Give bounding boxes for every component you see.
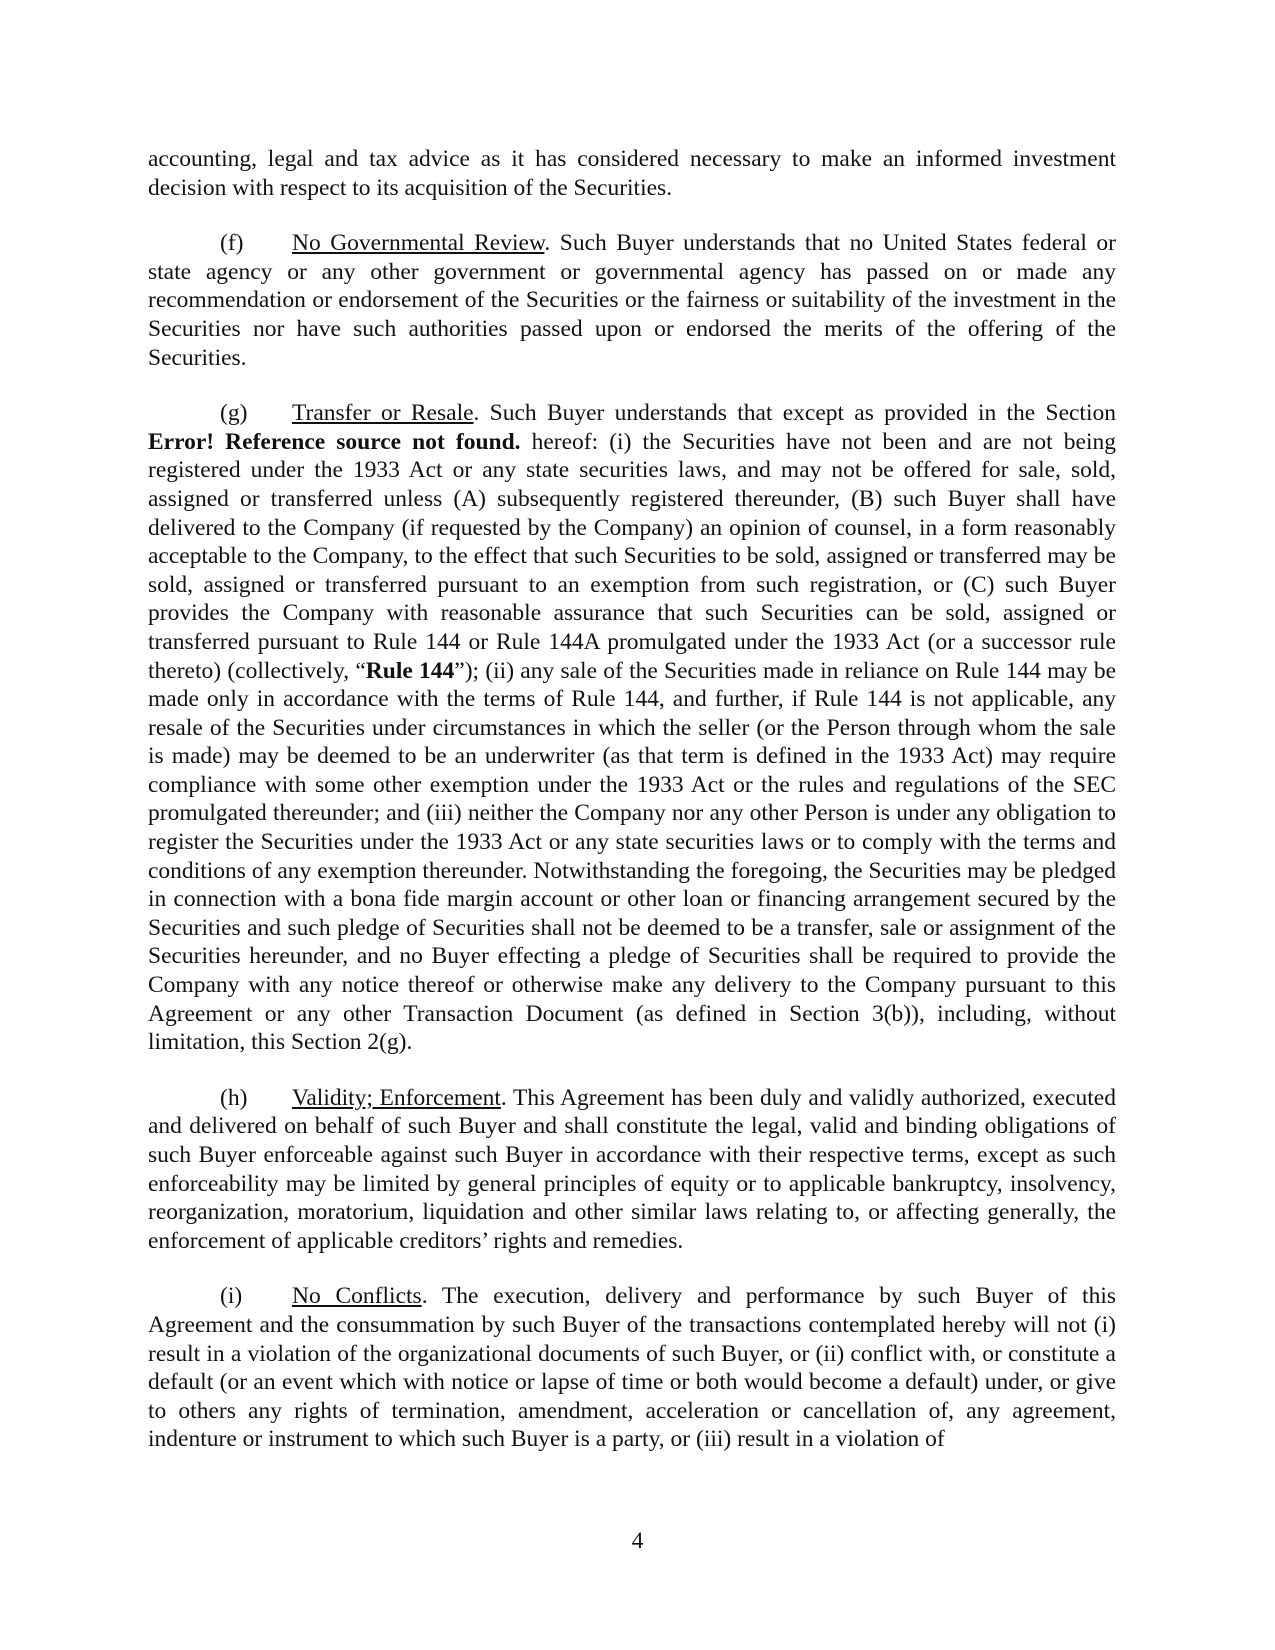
section-g-paragraph xyxy=(148,399,1116,1057)
section-g-text-2: hereof: (i) the Securities have not been and are not being registered under the 1933 Act or any state securities laws, and may not be offered for sale, sold, assigned or transferred unless (A) subsequently registered thereunder, (B) such Buyer shall have delivered to the Company (if requested by the Company) an opinion of counsel, in a form reasonably acceptable to the Company, to the effect that such Securities to be sold, assigned or transferred may be sold, assigned or transferred pursuant to an exemption from such registration, or (C) such Buyer provides the Company with reasonable assurance that such Securities can be sold, assigned or transferred pursuant to Rule 144 or Rule 144A promulgated under the 1933 Act (or a successor rule thereto) (collectively, “ xyxy=(148,428,1116,684)
section-i-heading: No Conflicts xyxy=(292,1283,422,1310)
section-g-text-3: ”); (ii) any sale of the Securities made in reliance on Rule 144 may be made only in accordance with the terms of Rule 144, and further, if Rule 144 is not applicable, any resale of the Securities under circumstances in which the seller (or the Person through whom the sale is made) may be deemed to be an underwriter (as that term is defined in the 1933 Act) may require compliance with some other exemption under the 1933 Act or the rules and regulations of the SEC promulgated thereunder; and (iii) neither the Company nor any other Person is under any obligation to register the Securities under the 1933 Act or any state securities laws or to comply with the terms and conditions of any exemption thereunder. Notwithstanding the foregoing, the Securities may be pledged in connection with a bona fide margin account or other loan or financing arrangement secured by the Securities and such pledge of Securities shall not be deemed to be a transfer, sale or assignment of the Securities hereunder, and no Buyer effecting a pledge of Securities shall be required to provide the Company with any notice thereof or otherwise make any delivery to the Company pursuant to this Agreement or any other Transaction Document (as defined in Section 3(b)), including, without limitation, this Section 2(g). xyxy=(148,657,1116,1056)
section-g-text-1: . Such Buyer understands that except as provided in the Section xyxy=(473,400,1116,427)
section-h-paragraph xyxy=(148,1084,1116,1256)
page-number: 4 xyxy=(631,1528,644,1554)
section-g-error-reference: Error! Reference source not found. xyxy=(148,428,521,455)
document-page xyxy=(148,145,1116,1454)
section-h-number: (h) xyxy=(220,1084,248,1111)
section-g-heading: Transfer or Resale xyxy=(292,400,474,427)
section-i-text: . The execution, delivery and performance by such Buyer of this Agreement and the consummation by such Buyer of the transactions contemplated hereby will not (i) result in a violation of the organizational documents of such Buyer, or (ii) conflict with, or constitute a default (or an event which with notice or lapse of time or both would become a default) under, or give to others any rights of termination, amendment, acceleration or cancellation of, any agreement, indenture or instrument to which such Buyer is a party, or (iii) result in a violation of xyxy=(148,1283,1116,1453)
section-g-defined-term: Rule 144 xyxy=(365,657,455,684)
continuation-paragraph: accounting, legal and tax advice as it has considered necessary to make an informed investment decision with respect to its acquisition of the Securities. xyxy=(148,146,1116,201)
section-i-paragraph xyxy=(148,1282,1116,1454)
section-f-heading: No Governmental Review xyxy=(292,230,545,257)
section-h-text: . This Agreement has been duly and validly authorized, executed and delivered on behalf of such Buyer and shall constitute the legal, valid and binding obligations of such Buyer enforceable against such Buyer in accordance with their respective terms, except as such enforceability may be limited by general principles of equity or to applicable bankruptcy, insolvency, reorganization, moratorium, liquidation and other similar laws relating to, or affecting generally, the enforcement of applicable creditors’ rights and remedies. xyxy=(148,1084,1116,1254)
section-g-number: (g) xyxy=(220,400,248,427)
section-f-text: . Such Buyer understands that no United States federal or state agency or any other government or governmental agency has passed on or made any recommendation or endorsement of the Securities or the fairness or suitability of the investment in the Securities nor have such authorities passed upon or endorsed the merits of the offering of the Securities. xyxy=(148,230,1116,371)
section-i-number: (i) xyxy=(220,1283,243,1310)
section-f-number: (f) xyxy=(220,230,244,257)
section-h-heading: Validity; Enforcement xyxy=(292,1084,501,1111)
section-f-paragraph xyxy=(148,229,1116,372)
